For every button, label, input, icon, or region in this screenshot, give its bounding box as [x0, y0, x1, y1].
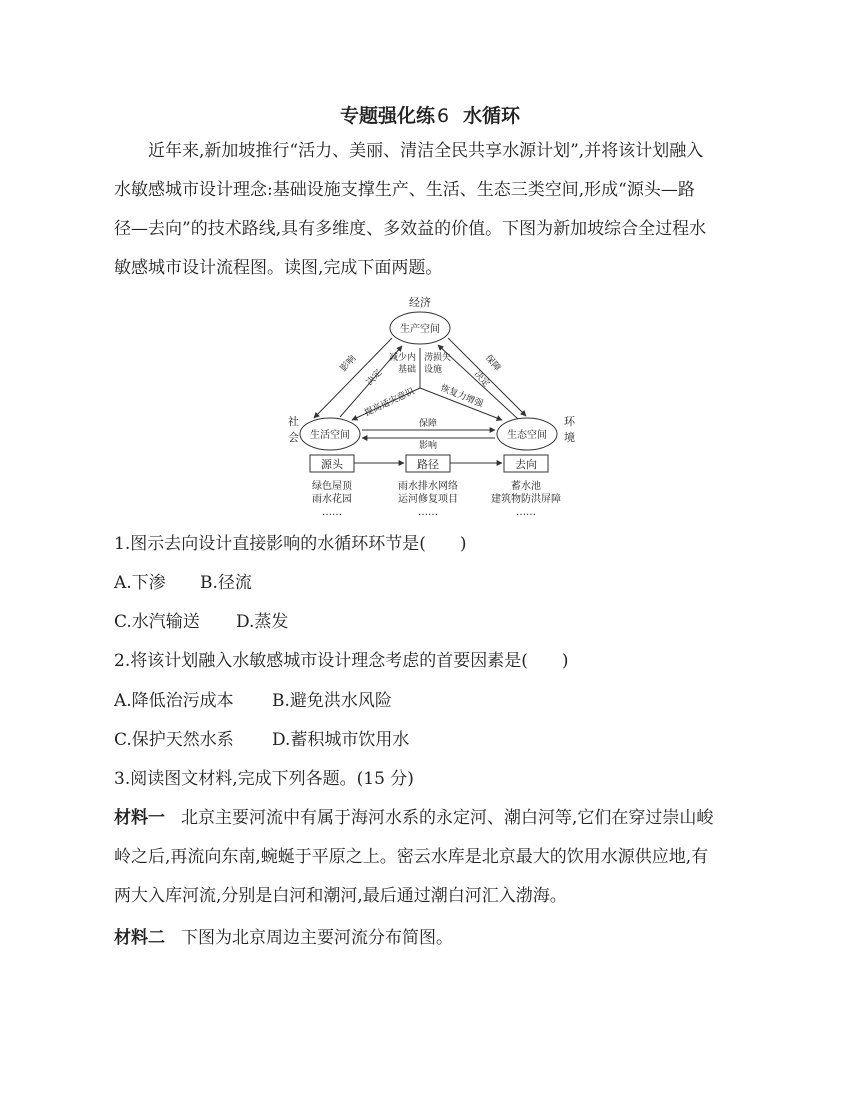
question-1-stem: 1.图示去向设计直接影响的水循环环节是( ): [114, 534, 467, 554]
destination-item-1: 蓄水池: [511, 481, 541, 492]
option-1c[interactable]: C.水汽输送: [114, 612, 200, 632]
question-2-stem: 2.将该计划融入水敏感城市设计理念考虑的首要因素是( ): [114, 651, 569, 671]
economy-label: 经济: [409, 296, 431, 309]
option-2b[interactable]: B.避免洪水风险: [272, 691, 392, 711]
center-left-b: 基础: [397, 365, 416, 375]
center-right-b: 设施: [424, 365, 443, 375]
source-box-label: 源头: [321, 458, 343, 471]
material-1-line-3: 两大入库河流,分别是白河和潮河,最后通过潮白河汇入渤海。: [114, 886, 567, 906]
option-2c[interactable]: C.保护天然水系: [114, 730, 234, 750]
living-label: 生活空间: [310, 430, 350, 441]
path-dots: ……: [418, 507, 438, 518]
source-dots: ……: [322, 507, 342, 518]
bottom-bottom-label: 影响: [418, 441, 438, 451]
society-label-2: 会: [288, 431, 299, 444]
right-inner-label: 决定: [471, 369, 492, 390]
intro-line-1: 近年来,新加坡推行“活力、美丽、清洁全民共享水源计划”,并将该计划融入: [148, 141, 704, 161]
diag-left-label: 提高适灾意识: [363, 386, 417, 419]
flow-diagram: [280, 292, 580, 520]
bottom-top-label: 保障: [418, 419, 438, 429]
material-2-label: 材料二: [114, 928, 165, 948]
option-2a[interactable]: A.降低治污成本: [114, 691, 234, 711]
destination-item-2: 建筑物防洪屏障: [491, 494, 561, 505]
path-item-2: 运河修复项目: [398, 494, 458, 505]
ecology-label: 生态空间: [507, 430, 547, 441]
question-2-options-row-1: [114, 691, 754, 711]
left-inner-label: 决定: [364, 367, 385, 389]
center-right-a: 涝损失: [424, 353, 452, 363]
title-topic: 水循环: [463, 105, 521, 127]
material-1-line-2: 岭之后,再流向东南,蜿蜒于平原之上。密云水库是北京最大的饮用水源供应地,有: [114, 847, 709, 867]
diag-right-label: 恢复力增强: [438, 383, 485, 410]
material-2-line: [114, 928, 754, 948]
destination-dots: ……: [516, 507, 536, 518]
title-number: 6: [436, 105, 450, 127]
material-1-label: 材料一: [114, 808, 165, 828]
path-box-label: 路径: [417, 458, 439, 471]
society-label-1: 社: [288, 415, 299, 428]
source-item-2: 雨水花园: [312, 494, 352, 505]
production-label: 生产空间: [400, 324, 440, 335]
left-outer-label: 影响: [338, 353, 359, 375]
question-1-options-row-2: [114, 612, 754, 632]
option-1a[interactable]: A.下渗: [114, 573, 166, 593]
option-1d[interactable]: D.蒸发: [236, 612, 289, 632]
source-item-1: 绿色屋顶: [312, 481, 352, 492]
material-1-line-1: [114, 808, 754, 828]
intro-line-2: 水敏感城市设计理念:基础设施支撑生产、生活、生态三类空间,形成“源头—路: [114, 180, 695, 200]
environment-label-1: 环: [564, 415, 575, 428]
question-1-options-row-1: [114, 573, 754, 593]
intro-line-4: 敏感城市设计流程图。读图,完成下面两题。: [114, 258, 443, 278]
title-main: 专题强化练: [339, 105, 435, 127]
question-2-options-row-2: [114, 730, 754, 750]
material-1-text-1: 北京主要河流中有属于海河水系的永定河、潮白河等,它们在穿过崇山峻: [181, 808, 714, 828]
page-title: [0, 101, 860, 128]
destination-box-label: 去向: [515, 458, 537, 471]
environment-label-2: 境: [564, 431, 575, 444]
center-left-a: 减少内: [388, 353, 416, 363]
material-2-text: 下图为北京周边主要河流分布简图。: [181, 928, 453, 948]
path-item-1: 雨水排水网络: [398, 481, 458, 492]
right-outer-label: 保障: [482, 353, 503, 374]
option-2d[interactable]: D.蓄积城市饮用水: [272, 730, 410, 750]
question-3-stem: 3.阅读图文材料,完成下列各题。(15 分): [114, 769, 414, 789]
option-1b[interactable]: B.径流: [200, 573, 252, 593]
intro-line-3: 径—去向”的技术路线,具有多维度、多效益的价值。下图为新加坡综合全过程水: [114, 219, 707, 239]
